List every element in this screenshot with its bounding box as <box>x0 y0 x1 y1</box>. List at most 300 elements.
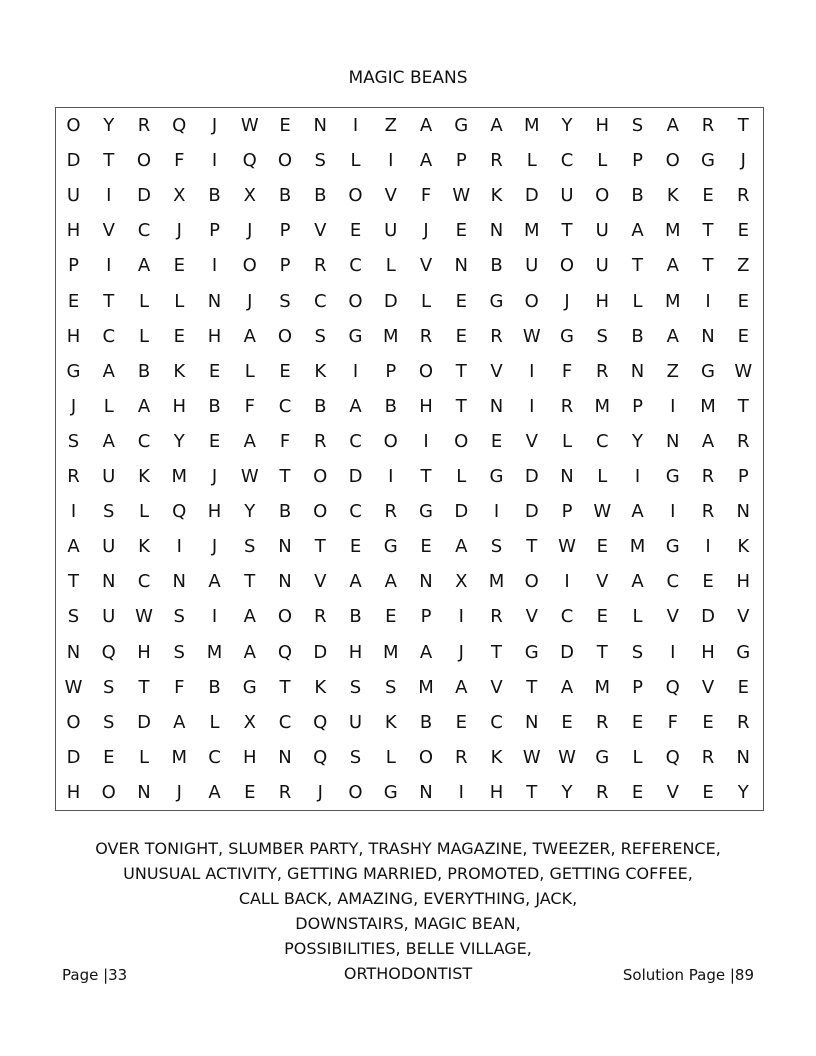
grid-letter: J <box>176 220 182 242</box>
grid-letter: Z <box>384 115 397 136</box>
grid-letter: D <box>66 746 81 768</box>
grid-letter: W <box>522 325 541 347</box>
grid-letter: S <box>173 606 185 628</box>
grid-letter: E <box>279 360 291 382</box>
grid-letter: A <box>666 255 679 277</box>
grid-letter: P <box>385 360 397 382</box>
grid-letter: E <box>702 711 714 733</box>
grid-letter: W <box>734 360 753 382</box>
grid-letter: N <box>454 255 468 277</box>
grid-letter: I <box>211 255 218 277</box>
grid-letter: S <box>349 746 362 768</box>
grid-letter: H <box>66 220 81 242</box>
grid-letter: I <box>529 360 535 382</box>
grid-letter: R <box>454 746 468 768</box>
grid-letter: M <box>206 641 223 663</box>
grid-letter: K <box>666 185 679 207</box>
grid-letter: V <box>525 430 538 452</box>
grid-letter: Q <box>101 641 116 663</box>
grid-letter: A <box>666 115 679 136</box>
grid-letter: T <box>561 220 573 242</box>
grid-letter: T <box>526 676 538 698</box>
grid-letter: T <box>68 571 79 593</box>
grid-letter: J <box>423 220 429 242</box>
grid-letter: W <box>522 746 541 768</box>
grid-letter: K <box>737 536 750 558</box>
grid-letter: K <box>384 711 397 733</box>
grid-row <box>56 248 763 283</box>
grid-letter: D <box>348 466 363 487</box>
grid-letter: R <box>701 115 715 136</box>
grid-letter: B <box>208 395 221 417</box>
grid-letter: I <box>458 781 464 803</box>
grid-letter: E <box>737 676 749 698</box>
grid-letter: T <box>103 150 115 172</box>
grid-letter: D <box>137 185 151 207</box>
grid-letter: B <box>208 185 221 207</box>
grid-letter: A <box>419 641 433 663</box>
grid-letter: O <box>559 255 575 277</box>
grid-letter: F <box>174 150 185 172</box>
grid-letter: V <box>490 676 503 698</box>
grid-letter: F <box>667 711 678 733</box>
grid-letter: G <box>383 536 398 558</box>
grid-letter: J <box>458 641 464 663</box>
grid-letter: S <box>596 325 608 347</box>
grid-letter: U <box>560 185 574 207</box>
grid-letter: A <box>631 501 644 523</box>
grid-letter: T <box>491 641 502 663</box>
grid-letter: Q <box>313 711 328 733</box>
grid-letter: A <box>384 571 397 593</box>
grid-letter: N <box>102 571 116 593</box>
grid-letter: I <box>70 501 77 523</box>
grid-letter: O <box>418 360 434 382</box>
grid-letter: G <box>665 536 680 558</box>
grid-letter: T <box>314 536 326 558</box>
grid-letter: E <box>596 606 608 628</box>
word-list-line: UNUSUAL ACTIVITY, GETTING MARRIED, PROMOTED, GETTING COFFEE, <box>123 864 693 883</box>
grid-letter: J <box>176 781 182 803</box>
grid-letter: Y <box>737 781 749 803</box>
grid-letter: V <box>490 360 503 382</box>
grid-letter: H <box>701 641 715 663</box>
grid-letter: D <box>454 501 469 523</box>
grid-letter: A <box>349 571 362 593</box>
grid-letter: D <box>137 711 151 733</box>
grid-letter: R <box>701 466 715 487</box>
grid-letter: U <box>595 220 609 242</box>
grid-letter: R <box>313 255 327 277</box>
grid-letter: R <box>419 325 433 347</box>
grid-letter: A <box>490 115 503 136</box>
grid-letter: W <box>64 676 83 698</box>
grid-letter: A <box>666 325 679 347</box>
grid-letter: E <box>208 430 221 452</box>
grid-letter: S <box>244 536 256 558</box>
word-list-line: POSSIBILITIES, BELLE VILLAGE, <box>284 939 532 958</box>
grid-letter: N <box>66 641 81 663</box>
grid-letter: U <box>348 711 363 733</box>
grid-letter: B <box>490 255 503 277</box>
grid-letter: B <box>278 501 292 523</box>
page-number: Page |33 <box>62 966 128 984</box>
grid-letter: M <box>664 290 681 312</box>
grid-letter: E <box>349 220 362 242</box>
grid-letter: V <box>666 781 679 803</box>
grid-letter: R <box>313 430 327 452</box>
grid-letter: N <box>313 115 327 136</box>
grid-letter: G <box>242 676 257 698</box>
grid-letter: L <box>385 255 396 277</box>
grid-letter: T <box>279 466 291 487</box>
grid-letter: E <box>702 185 714 207</box>
grid-letter: W <box>240 466 259 487</box>
grid-letter: I <box>211 606 218 628</box>
grid-letter: P <box>279 220 291 242</box>
grid-letter: S <box>631 641 644 663</box>
grid-letter: E <box>455 711 467 733</box>
grid-letter: T <box>455 395 467 417</box>
grid-letter: E <box>561 711 573 733</box>
grid-letter: V <box>701 676 715 698</box>
grid-letter: C <box>313 290 327 312</box>
grid-letter: E <box>737 220 749 242</box>
grid-letter: V <box>384 185 397 207</box>
grid-letter: P <box>455 150 467 172</box>
grid-letter: G <box>66 360 81 382</box>
grid-letter: D <box>524 501 539 523</box>
grid-letter: C <box>349 501 362 523</box>
grid-letter: J <box>564 290 570 312</box>
grid-letter: H <box>348 641 363 663</box>
grid-letter: D <box>524 185 539 207</box>
grid-letter: M <box>488 571 505 593</box>
grid-letter: T <box>702 220 714 242</box>
grid-letter: L <box>526 150 537 172</box>
grid-letter: M <box>171 466 188 487</box>
grid-letter: T <box>632 255 643 277</box>
grid-letter: M <box>629 536 646 558</box>
grid-letter: V <box>419 255 433 277</box>
grid-letter: P <box>279 255 291 277</box>
grid-letter: T <box>455 360 467 382</box>
grid-letter: O <box>348 781 363 803</box>
grid-letter: Q <box>313 746 328 768</box>
grid-letter: B <box>349 606 362 628</box>
grid-letter: O <box>418 746 434 768</box>
grid-letter: O <box>277 150 293 172</box>
grid-letter: C <box>278 711 292 733</box>
word-list <box>0 836 816 986</box>
grid-letter: I <box>352 115 359 136</box>
grid-letter: R <box>490 325 503 347</box>
grid-letter: O <box>277 606 293 628</box>
grid-letter: S <box>490 536 503 558</box>
grid-row <box>56 529 763 564</box>
grid-letter: A <box>173 711 186 733</box>
grid-letter: D <box>66 150 81 172</box>
grid-letter: L <box>632 746 643 768</box>
grid-letter: H <box>207 325 222 347</box>
grid-letter: C <box>560 606 574 628</box>
grid-letter: B <box>278 185 292 207</box>
grid-letter: H <box>595 115 610 136</box>
grid-letter: O <box>454 430 469 452</box>
grid-letter: A <box>243 606 256 628</box>
grid-letter: S <box>314 325 326 347</box>
grid-letter: H <box>419 395 433 417</box>
grid-letter: T <box>737 115 749 136</box>
grid-letter: M <box>594 676 611 698</box>
grid-letter: L <box>138 501 150 523</box>
grid-letter: O <box>66 115 81 136</box>
grid-letter: Q <box>665 746 680 768</box>
grid-letter: H <box>66 781 81 803</box>
grid-letter: F <box>244 395 255 417</box>
grid-letter: A <box>67 536 80 558</box>
grid-letter: H <box>66 325 81 347</box>
grid-letter: E <box>737 290 749 312</box>
grid-letter: O <box>101 781 116 803</box>
grid-letter: L <box>632 290 643 312</box>
grid-letter: V <box>525 606 538 628</box>
grid-letter: T <box>420 466 432 487</box>
grid-letter: J <box>70 395 77 417</box>
grid-letter: W <box>593 501 612 523</box>
grid-letter: O <box>348 185 363 207</box>
grid-letter: C <box>137 430 151 452</box>
grid-letter: V <box>314 220 327 242</box>
grid-letter: B <box>631 325 644 347</box>
grid-row <box>56 178 763 213</box>
grid-letter: I <box>705 536 711 558</box>
grid-letter: J <box>211 536 218 558</box>
grid-letter: I <box>705 290 711 312</box>
grid-letter: Y <box>632 430 643 452</box>
grid-letter: M <box>523 115 540 136</box>
grid-letter: R <box>278 781 292 803</box>
grid-letter: W <box>135 606 153 628</box>
grid-letter: A <box>455 676 468 698</box>
grid-letter: C <box>349 430 362 452</box>
grid-row <box>56 284 763 319</box>
grid-letter: X <box>243 711 256 733</box>
grid-letter: R <box>313 606 327 628</box>
grid-letter: K <box>490 746 503 768</box>
grid-letter: S <box>103 501 115 523</box>
grid-letter: I <box>458 606 464 628</box>
grid-letter: N <box>278 571 292 593</box>
grid-letter: N <box>207 290 222 312</box>
grid-letter: K <box>314 676 327 698</box>
grid-row <box>56 740 763 775</box>
grid-letter: G <box>560 325 574 347</box>
grid-letter: K <box>173 360 186 382</box>
grid-letter: L <box>456 466 467 487</box>
grid-letter: A <box>137 395 151 417</box>
grid-letter: A <box>701 430 715 452</box>
grid-letter: U <box>102 466 116 487</box>
grid-letter: I <box>106 255 112 277</box>
grid-row <box>56 108 763 143</box>
grid-row <box>56 213 763 248</box>
grid-row <box>56 424 763 459</box>
grid-letter: S <box>314 150 326 172</box>
grid-letter: T <box>737 395 749 417</box>
grid-letter: T <box>138 676 150 698</box>
grid-letter: N <box>736 746 750 768</box>
grid-letter: G <box>419 501 433 523</box>
grid-row <box>56 705 763 740</box>
grid-letter: D <box>701 606 715 628</box>
grid-letter: E <box>631 781 644 803</box>
grid-letter: L <box>209 711 220 733</box>
grid-letter: R <box>137 115 151 136</box>
grid-letter: S <box>103 676 115 698</box>
grid-letter: N <box>419 571 433 593</box>
grid-letter: I <box>176 536 182 558</box>
grid-letter: T <box>596 641 608 663</box>
grid-letter: O <box>348 290 363 312</box>
grid-letter: L <box>138 325 150 347</box>
grid-letter: G <box>489 290 504 312</box>
grid-letter: H <box>172 395 187 417</box>
grid-letter: N <box>137 781 151 803</box>
grid-letter: V <box>314 571 327 593</box>
grid-letter: I <box>670 395 676 417</box>
grid-letter: D <box>313 641 328 663</box>
grid-letter: F <box>279 430 291 452</box>
grid-letter: O <box>66 711 81 733</box>
word-list-line: ORTHODONTIST <box>343 964 473 983</box>
grid-letter: N <box>489 220 504 242</box>
grid-letter: M <box>382 325 399 347</box>
grid-letter: G <box>524 641 539 663</box>
grid-letter: R <box>701 746 715 768</box>
grid-letter: A <box>243 430 256 452</box>
grid-letter: T <box>103 290 115 312</box>
grid-letter: O <box>665 150 680 172</box>
grid-letter: O <box>524 571 539 593</box>
grid-letter: R <box>560 395 574 417</box>
grid-letter: E <box>455 290 467 312</box>
grid-letter: U <box>595 255 609 277</box>
grid-letter: I <box>670 641 676 663</box>
grid-letter: T <box>279 676 291 698</box>
grid-row <box>56 775 763 810</box>
grid-letter: J <box>247 220 253 242</box>
grid-letter: F <box>174 676 185 698</box>
grid-letter: X <box>243 185 256 207</box>
grid-letter: E <box>455 220 467 242</box>
grid-letter: I <box>423 430 429 452</box>
grid-letter: E <box>349 536 362 558</box>
grid-letter: L <box>632 606 643 628</box>
grid-letter: L <box>385 746 396 768</box>
grid-letter: B <box>208 676 221 698</box>
grid-letter: K <box>490 185 503 207</box>
grid-letter: V <box>102 220 115 242</box>
grid-letter: E <box>737 325 749 347</box>
solution-page-reference: Solution Page |89 <box>622 966 754 984</box>
grid-letter: M <box>523 220 540 242</box>
grid-letter: O <box>313 501 328 523</box>
grid-letter: P <box>420 606 432 628</box>
grid-letter: G <box>383 781 398 803</box>
grid-letter: J <box>740 150 746 172</box>
grid-letter: I <box>352 360 359 382</box>
grid-letter: G <box>665 466 680 487</box>
grid-letter: M <box>171 746 188 768</box>
grid-row <box>56 599 763 634</box>
grid-letter: L <box>244 360 255 382</box>
grid-letter: I <box>529 395 535 417</box>
grid-letter: N <box>489 395 504 417</box>
grid-letter: W <box>558 746 576 768</box>
grid-letter: A <box>560 676 574 698</box>
grid-letter: H <box>736 571 751 593</box>
grid-letter: N <box>666 430 680 452</box>
grid-letter: E <box>103 746 115 768</box>
grid-letter: B <box>419 711 433 733</box>
grid-letter: W <box>452 185 471 207</box>
grid-letter: C <box>137 571 151 593</box>
grid-letter: U <box>384 220 398 242</box>
grid-letter: H <box>242 746 257 768</box>
grid-letter: T <box>526 781 538 803</box>
grid-letter: J <box>211 466 218 487</box>
grid-row <box>56 319 763 354</box>
grid-letter: Y <box>103 115 115 136</box>
grid-letter: C <box>102 325 116 347</box>
grid-letter: L <box>350 150 361 172</box>
grid-letter: G <box>701 360 715 382</box>
grid-letter: H <box>595 290 610 312</box>
grid-letter: G <box>736 641 751 663</box>
grid-letter: E <box>596 536 608 558</box>
grid-letter: T <box>526 536 538 558</box>
grid-letter: R <box>595 360 609 382</box>
grid-letter: O <box>313 466 328 487</box>
grid-letter: P <box>632 676 643 698</box>
grid-letter: A <box>419 150 433 172</box>
grid-letter: M <box>664 220 681 242</box>
grid-letter: L <box>138 290 150 312</box>
grid-letter: E <box>631 711 644 733</box>
grid-letter: G <box>454 115 469 136</box>
grid-letter: J <box>211 115 218 136</box>
grid-letter: O <box>524 290 539 312</box>
grid-letter: C <box>208 746 221 768</box>
grid-letter: U <box>66 185 81 207</box>
grid-letter: U <box>102 536 116 558</box>
grid-letter: G <box>489 466 504 487</box>
grid-letter: T <box>244 571 256 593</box>
grid-letter: A <box>208 571 221 593</box>
grid-letter: Y <box>561 781 573 803</box>
grid-letter: U <box>525 255 539 277</box>
grid-letter: G <box>595 746 610 768</box>
grid-letter: S <box>631 115 644 136</box>
grid-letter: L <box>561 430 573 452</box>
grid-letter: R <box>595 711 609 733</box>
grid-letter: Q <box>242 150 257 172</box>
grid-letter: M <box>418 676 434 698</box>
grid-letter: B <box>384 395 397 417</box>
grid-letter: E <box>702 571 714 593</box>
grid-letter: S <box>103 711 115 733</box>
